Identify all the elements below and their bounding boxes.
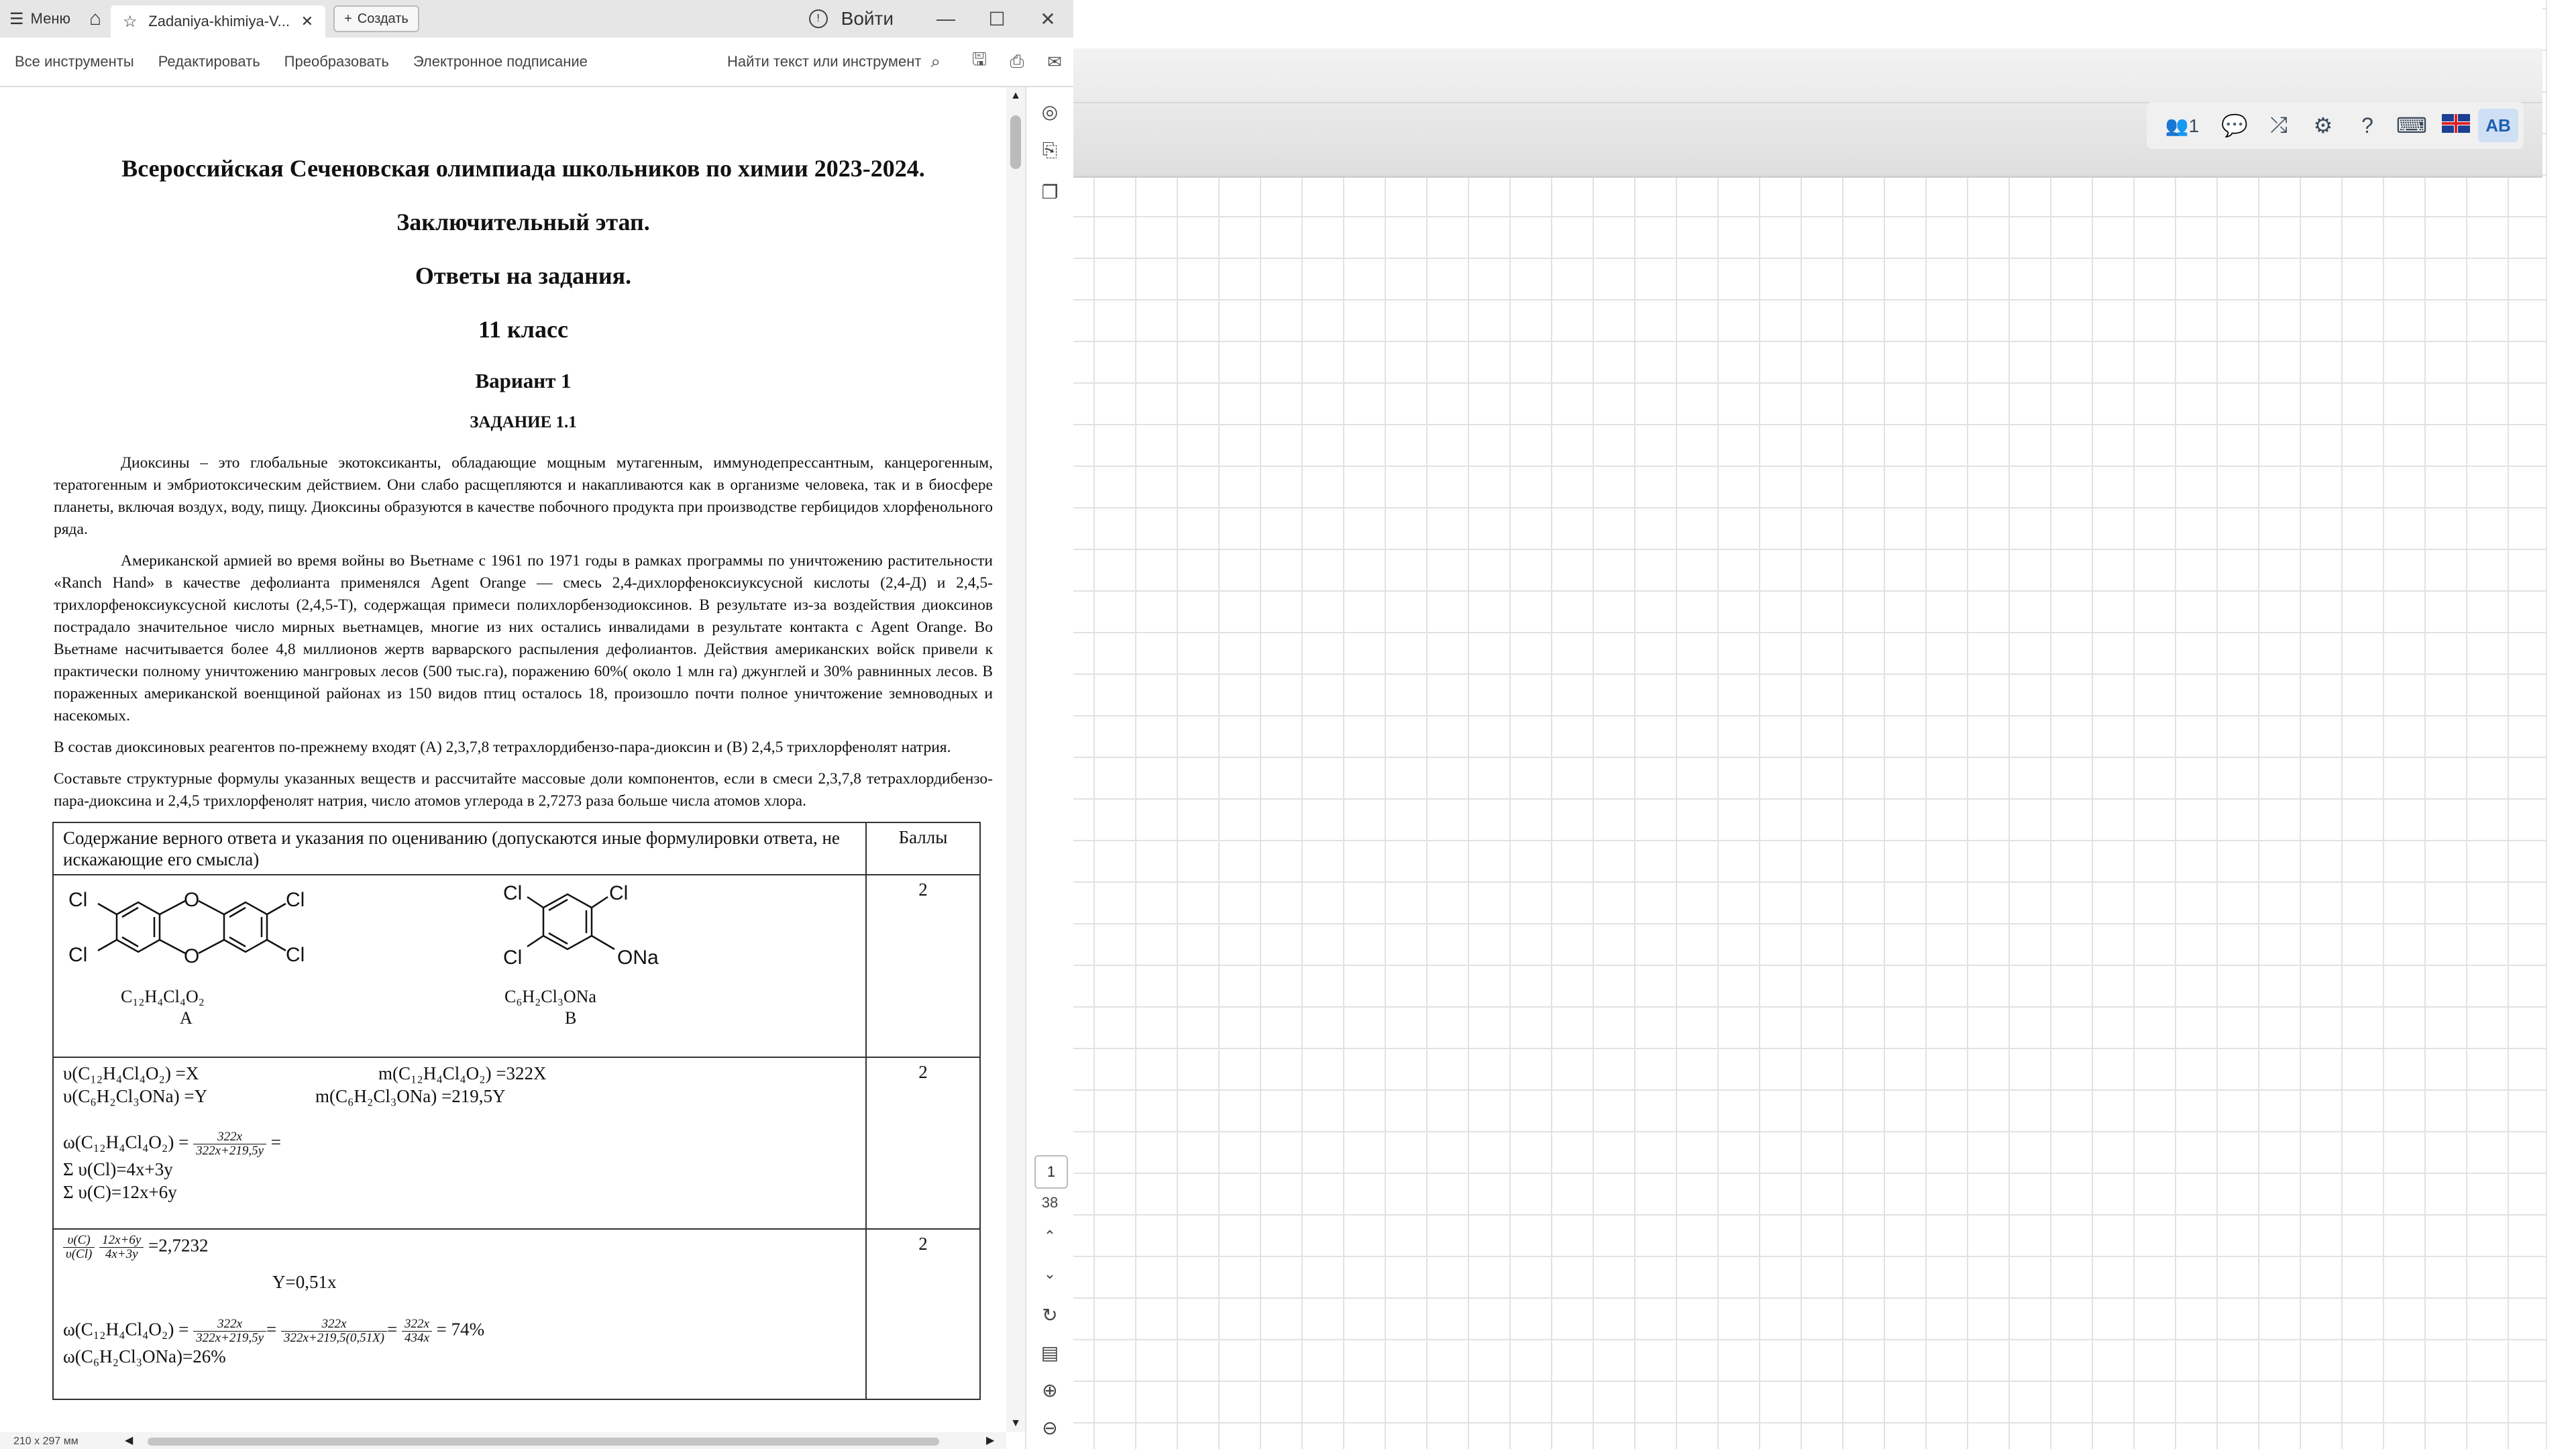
plus-icon: + bbox=[344, 11, 352, 26]
menu-button[interactable] bbox=[0, 0, 80, 38]
pdf-page bbox=[54, 154, 993, 1400]
keyboard-icon[interactable]: ⌨ bbox=[2396, 113, 2428, 138]
total-pages: 38 bbox=[1041, 1194, 1059, 1211]
signin-button[interactable] bbox=[809, 8, 894, 30]
row2-sum-cl: Σ υ(Cl)=4x+3y bbox=[63, 1159, 173, 1179]
page-size-label: 210 x 297 мм bbox=[13, 1436, 78, 1447]
row2-line1a: υ(C₁₂H₄Cl₄O₂) =X bbox=[63, 1063, 199, 1083]
horizontal-scrollbar[interactable] bbox=[0, 1432, 1006, 1449]
search-icon[interactable]: ⌕ bbox=[930, 51, 941, 71]
atom-cl-b2: Cl bbox=[609, 882, 629, 904]
help-icon[interactable]: ! bbox=[809, 9, 828, 28]
table-row: $\frac{\upsilon(C)}{\upsilon(Cl)}$ $\frac{12x+6y}{4x+3y}$ =2,7232 Y=0,51x ω(C₁₂H₄Cl₄O₂) = $\frac{322x}{322x+219,5y}$ = $\frac{322x}{322x+219,5(0,51X)}$ = $\frac{322x}{434x}$ = 74% ω(C₆H₂Cl₃ONa)=26% 2 bbox=[53, 1229, 980, 1399]
row3-y-value: Y=0,51x bbox=[272, 1272, 337, 1292]
hamburger-icon: ☰ bbox=[9, 9, 24, 28]
label-b: B bbox=[565, 1008, 577, 1028]
formula-b: C₆H₂Cl₃ONa bbox=[504, 987, 596, 1006]
tab-title: Zadaniya-khimiya-V... bbox=[148, 13, 290, 30]
stage-heading: Заключительный этап. bbox=[396, 209, 650, 235]
create-label: Создать bbox=[357, 11, 409, 26]
atom-cl-b3: Cl bbox=[503, 947, 523, 969]
share-icon[interactable]: ⤮ bbox=[2270, 113, 2288, 137]
find-label: Найти текст или инструмент bbox=[727, 53, 922, 70]
current-page-input[interactable]: 1 bbox=[1034, 1155, 1068, 1189]
participants-button[interactable] bbox=[2152, 115, 2212, 137]
zoom-out-icon[interactable]: ⊖ bbox=[1042, 1417, 1058, 1438]
create-button[interactable] bbox=[333, 5, 419, 32]
zoom-in-icon[interactable]: ⊕ bbox=[1042, 1380, 1058, 1401]
row3-last-line: ω(C₆H₂Cl₃ONa)=26% bbox=[63, 1346, 226, 1366]
atom-cl-a4: Cl bbox=[286, 944, 305, 966]
print-icon[interactable]: ⎙ bbox=[1010, 51, 1024, 71]
row3-omega-lhs: ω(C₁₂H₄Cl₄O₂) = bbox=[63, 1319, 189, 1340]
formula-a: C₁₂H₄Cl₄O₂ bbox=[121, 987, 205, 1006]
language-flag-button[interactable] bbox=[2434, 113, 2478, 138]
window-close-icon[interactable]: ✕ bbox=[1040, 8, 1056, 30]
row3-ratio-right: $\frac{12x+6y}{4x+3y}$ bbox=[99, 1234, 144, 1261]
whiteboard-header-band bbox=[1073, 48, 2542, 178]
atom-cl-b1: Cl bbox=[503, 882, 523, 904]
whiteboard-top-bar bbox=[1073, 0, 2542, 50]
window-controls bbox=[809, 8, 1073, 30]
paragraph-composition: В состав диоксиновых реагентов по-прежнему входят (А) 2,3,7,8 тетрахлордибензо-пара-диоксин и (В) 2,4,5 трихлорфенолят натрия. bbox=[54, 739, 951, 756]
star-icon[interactable]: ☆ bbox=[123, 12, 138, 31]
horizontal-scroll-thumb[interactable] bbox=[148, 1438, 939, 1446]
answers-table bbox=[52, 822, 981, 1400]
home-button[interactable] bbox=[80, 0, 111, 38]
document-tab[interactable] bbox=[111, 5, 325, 38]
paragraph-question: Составьте структурные формулы указанных веществ и рассчитайте массовые доли компонентов, если в смеси 2,3,7,8 тетрахлордибензо-пара-диоксина и 2,4,5 трихлорфенолят натрия, число атомов углерода в 2,7273 раза больше числа атомов хлора. bbox=[54, 770, 993, 810]
tab-close-icon[interactable]: ✕ bbox=[301, 13, 314, 30]
table-row bbox=[53, 1057, 980, 1229]
minimize-icon[interactable]: — bbox=[936, 8, 955, 29]
row1-score: 2 bbox=[866, 875, 980, 1057]
row3-ratio-left: $\frac{\upsilon(C)}{\upsilon(Cl)}$ bbox=[63, 1234, 95, 1261]
row3-score: 2 bbox=[866, 1229, 980, 1399]
whiteboard-area[interactable] bbox=[1073, 0, 2576, 1449]
table-header-row bbox=[53, 822, 980, 875]
help-circle-icon[interactable]: ? bbox=[2361, 113, 2373, 138]
save-icon[interactable]: 🖫 bbox=[971, 49, 987, 69]
title-bar bbox=[0, 0, 1073, 38]
uk-flag-icon bbox=[2442, 114, 2470, 133]
variant-heading: Вариант 1 bbox=[475, 369, 572, 392]
grade-heading: 11 класс bbox=[478, 316, 568, 343]
rotate-icon[interactable]: ↻ bbox=[1042, 1305, 1058, 1326]
chat-icon[interactable]: 💬 bbox=[2221, 113, 2248, 138]
page-options-icon[interactable]: ▤ bbox=[1040, 1342, 1059, 1363]
row2-line1b: m(C₁₂H₄Cl₄O₂) =322X bbox=[378, 1063, 547, 1083]
row3-frac-3: $\frac{322x}{434x}$ bbox=[402, 1318, 432, 1345]
vertical-scroll-thumb[interactable] bbox=[1010, 115, 1021, 169]
row3-omega-result: = 74% bbox=[436, 1319, 485, 1340]
find-tool[interactable] bbox=[727, 51, 961, 72]
tool-edit[interactable]: Редактировать bbox=[158, 53, 260, 70]
pdf-toolbar bbox=[0, 38, 1073, 87]
row2-score: 2 bbox=[866, 1057, 980, 1229]
document-area bbox=[0, 87, 1006, 1432]
maximize-icon[interactable]: ☐ bbox=[988, 8, 1006, 30]
scroll-left-icon[interactable]: ◀ bbox=[125, 1435, 133, 1446]
whiteboard-scrollbar[interactable] bbox=[2546, 0, 2576, 1449]
atom-cl-a1: Cl bbox=[68, 889, 88, 911]
scroll-up-icon[interactable]: ▲ bbox=[1010, 90, 1021, 101]
email-icon[interactable]: ✉ bbox=[1047, 51, 1062, 72]
signin-label: Войти bbox=[841, 8, 894, 29]
tool-convert[interactable]: Преобразовать bbox=[284, 53, 389, 70]
page-up-icon[interactable]: ⌃ bbox=[1043, 1228, 1057, 1244]
atom-o-bottom: O bbox=[184, 945, 200, 967]
structure-b-diagram bbox=[483, 879, 704, 987]
whiteboard-toolbar bbox=[2147, 102, 2524, 149]
row2-sum-c: Σ υ(C)=12x+6y bbox=[63, 1182, 177, 1202]
label-a: A bbox=[180, 1008, 193, 1028]
paragraph-dioxins: Диоксины – это глобальные экотоксиканты, обладающие мощным мутагенным, иммунодепрессантным, канцерогенным, тератогенным и эмбриотоксическим действием. Они слабо расщепляются и накапливаются как в организме человека, так и в биосфере планеты, включая воздух, воду, пищу. Диоксины образуются в качестве побочного продукта при производстве гербицидов хлорфенольного ряда. bbox=[54, 454, 993, 538]
atom-cl-a3: Cl bbox=[286, 889, 305, 911]
atom-cl-a2: Cl bbox=[68, 944, 88, 966]
header-content: Содержание верного ответа и указания по оцениванию (допускаются иные формулировки ответа, не искажающие его смысла) bbox=[53, 822, 866, 875]
header-score: Баллы bbox=[866, 822, 980, 875]
settings-gear-icon[interactable]: ⚙ bbox=[2313, 113, 2333, 138]
menu-label: Меню bbox=[30, 10, 70, 27]
page-down-icon[interactable]: ⌄ bbox=[1043, 1265, 1057, 1282]
document-title: Всероссийская Сеченовская олимпиада школьников по химии 2023-2024. bbox=[121, 155, 925, 182]
structure-a-diagram bbox=[56, 879, 419, 1007]
row2-omega-rhs: = bbox=[270, 1132, 281, 1152]
row2-line2b: m(C₆H₂Cl₃ONa) =219,5Y bbox=[315, 1086, 506, 1106]
answers-heading: Ответы на задания. bbox=[415, 262, 632, 289]
scroll-down-icon[interactable]: ▼ bbox=[1010, 1417, 1021, 1429]
tool-esign[interactable]: Электронное подписание bbox=[413, 53, 588, 70]
row3-ratio-result: =2,7232 bbox=[148, 1235, 209, 1256]
pdf-viewer-window bbox=[0, 0, 1075, 1449]
home-icon: ⌂ bbox=[89, 7, 102, 30]
row2-line2a: υ(C₆H₂Cl₃ONa) =Y bbox=[63, 1086, 208, 1106]
row3-frac-1: $\frac{322x}{322x+219,5y}$ bbox=[193, 1318, 266, 1345]
right-tool-rail bbox=[1025, 87, 1073, 1449]
task-heading: ЗАДАНИЕ 1.1 bbox=[470, 413, 577, 431]
row3-frac-2: $\frac{322x}{322x+219,5(0,51X)}$ bbox=[281, 1318, 387, 1345]
row2-omega-lhs: ω(C₁₂H₄Cl₄O₂) = bbox=[63, 1132, 189, 1152]
text-mode-icon[interactable]: AB bbox=[2478, 109, 2518, 142]
bookmark-icon[interactable]: ⎘ bbox=[1042, 140, 1058, 160]
row2-omega-fraction: $\frac{322x}{322x+219,5y}$ bbox=[193, 1130, 266, 1158]
table-row bbox=[53, 875, 980, 1057]
scroll-right-icon[interactable]: ▶ bbox=[986, 1435, 995, 1446]
participants-icon: 👥 bbox=[2165, 115, 2189, 136]
comment-icon[interactable]: ◎ bbox=[1041, 101, 1059, 122]
tool-all-tools[interactable]: Все инструменты bbox=[15, 53, 134, 70]
atom-o-top: O bbox=[184, 889, 200, 911]
paragraph-vietnam: Американской армией во время войны во Вьетнаме с 1961 по 1971 годы в рамках программы по уничтожению растительности «Ranch Hand» в качестве дефолианта применялся Agent Orange — смесь 2,4-дихлорфеноксиуксусной кислоты (2,4-Д) и 2,4,5-трихлорфеноксиуксусной кислоты (2,4,5-Т), содержащая примеси полихлорбензодиоксинов. В результате из-за воздействия диоксинов пострадало значительное число мирных вьетнамцев, многие из них остались инвалидами в результате контакта с Agent Orange. Во Вьетнаме насчитывается более 4,8 миллионов жертв варварского распыления дефолиантов. Действия американских войск привели к практически полному уничтожению мангровых лесов (500 тыс.га), поражению 60%( около 1 млн га) джунглей и 30% равнинных лесов. В пораженных американской военщиной районах из 150 видов птиц осталось 18, произошло почти полное уничтожение земноводных и насекомых. bbox=[54, 552, 993, 724]
participants-count: 1 bbox=[2188, 115, 2200, 136]
copy-pages-icon[interactable]: ❐ bbox=[1041, 182, 1059, 203]
atom-ona: ONa bbox=[617, 947, 659, 969]
vertical-scrollbar[interactable] bbox=[1006, 87, 1025, 1432]
